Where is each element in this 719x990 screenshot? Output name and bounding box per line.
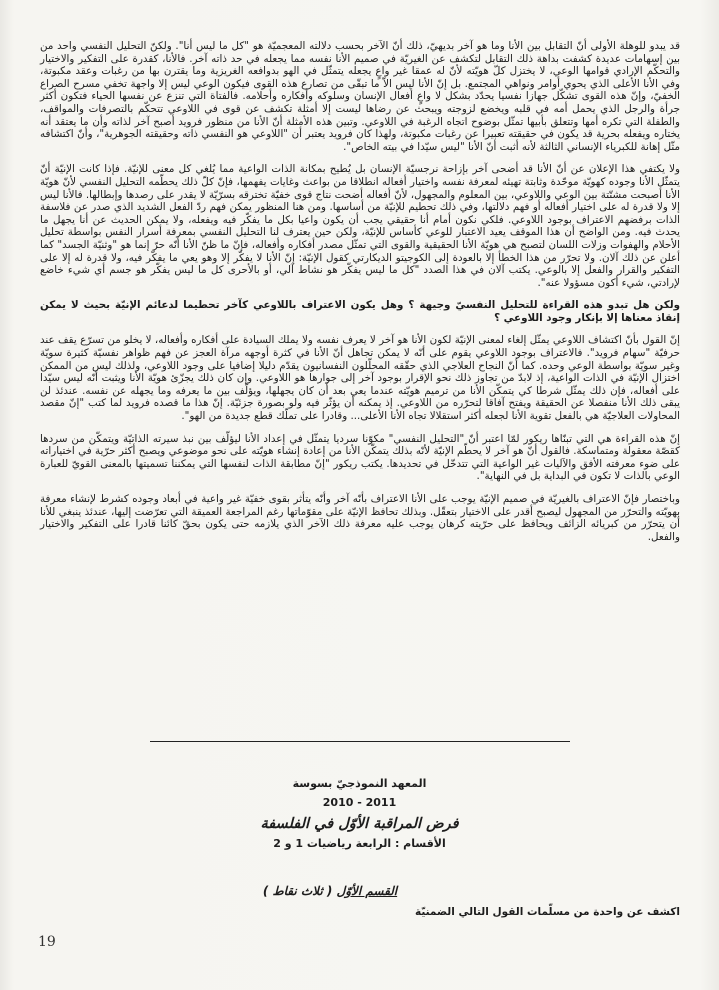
exam-title: فرض المراقبة الأوّل في الفلسفة xyxy=(260,816,459,832)
section-heading xyxy=(230,884,430,898)
page-number: 19 xyxy=(38,934,56,950)
exam-header xyxy=(252,775,467,853)
paragraph-5: إنّ هذه القراءة هي التي تبنّاها ريكور لمّا اعتبر أنّ "التحليل النفسي" مكوّنا سرديا يتمثّل في إعداد الأنا ليؤلّف بين نبذ سيرته الذاتيّة ويتمكّن من سردها كقصّة معقولة ومتماسكة. فالقول أنّ هو آخر لا يحطّم الإنيّة لأنّه بذلك يتمكّن الأنا من إعادة إنشاء هويّته على نحو موضوعي ويصبح أكثر حرّية في اختياراته على ضوء معرفته الأفق والآليات غير الواعية التي تتدخّل في تحديدها. يكتب ريكور "إنّ مطابقة الذات لنفسها التي يمكننا تسميتها بالمعنى القويّ للعبارة الوعي بالذات لا تكون في البداية بل في النهاية". xyxy=(40,432,680,483)
paragraph-question: ولكن هل تبدو هذه القراءة للتحليل النفسيّ وجيهة ؟ وهل يكون الاعتراف باللاوعي كآخر تحطيما لدعائم الإنيّة بحيث لا يمكن إنقاذ معناها إلا بإنكار وجود اللاوعي ؟ xyxy=(40,299,680,324)
section-divider xyxy=(150,741,570,742)
paragraph-4: إنّ القول بأنّ اكتشاف اللاوعي يمثّل إلغاء لمعنى الإنيّة لكون الأنا هو آخر لا يعرف نفسه ولا يملك السيادة على أفكاره وأفعاله، لا يخلو من تسرّع يقف عند حرفيّة "سهام فرويد". فالاعتراف بوجود اللاوعي يقوم على أنّه لا يمكن تجاهل أنّ الأنا في كثرة أوجهه مرآة العجز عن فهم ظواهر نفسيّة كثيرة سويّة وغير سويّة بواسطة الوعي وحده. كما أنّ النجاح العلاجي الذي حقّقه المحلّلون النفسانيون يقدّم دليلا إضافيا على وجود اللاوعي، ولذلك ليس من الممكن اختزال الإنيّة في الذات الواعية، إذ لابدّ من تجاوز ذلك نحو الإقرار بوجود آخر إلى جوارها هو اللاوعي. وإن كان ذلك يجزّئ هويّة الأنا ويثبت أنّه ليس سيّدا على أفعاله، فإن ذلك يمثّل شرطا كي يتمكّن الأنا من ترميم هويّته عندما يعي بعد أن كان يجهلها، ويؤلّف بين ما يعرفه وما يجهله عن نفسه. عندئذ لن يبقى ذلك الأنا منفصلا عن الحقيقة ويفتح آفاقا لتحرّره من اللاوعي. إذ يمكنه أن يؤثّر فيه ولو بصورة جزئيّة. إنّ هذا ما قصده فرويد لما كتب "إنّ مقصد المحاولات العلاجيّة هي بالفعل تقوية الأنا لجعله أكثر استقلالا تجاه الأنا الأعلى... وقادرا على تملّك قطع جديدة من الهو". xyxy=(40,334,680,423)
paragraph-2: ولا يكتفي هذا الإعلان عن أنّ الأنا قد أضحى آخر بإزاحة نرجسيّة الإنسان بل يُطيح بمكانة الذات الواعية مما يُلغي كل معنى للإنيّة. فإذا كانت الإنيّة أنّ يتمثّل الأنا وجوده كهويّة موحّدة وثابتة تهيئه لمعرفة نفسه واختيار أفعاله انطلاقا من بواعث وغايات يفهمها، فإنّ كلّ ذلك يحطّمه التحليل النفسي لأنّ هويّة الأنا أصبحت مشتّتة بين الوعي واللاوعي، بين المعلوم والمجهول، لأنّ أفعاله أضحت نتاج قوى خفيّة تخترقه بسرّيّة لا يقدر على رصدها وإبطالها. فالأنا ليس إلا ولا قدرة له على اختيار أفعاله أو فهم دلالتها، وفي ذلك تحطيم للإنيّة من أساسها. ومن هنا المنظور يمكن فهم ردّ الفعل الشديد الذي صدر عن فلاسفة الذات برفضهم الاعتراف بوجود اللاوعي. فلكي نكون أمام أنا حقيقي يجب أن يكون واعيا بكل ما يفكّر فيه ويفعله، ولا يمكن الحديث عن أنا يجهل ما يحدث فيه. ومن الواضح أن هذا الموقف يعيد الاعتبار للوعي كأساس للإنيّة، ولكن حين يعترف لنا التحليل النفسي بمعرفة أسرار النفس بواسطة تحليل الأحلام والهفوات وزلات اللسان لتصبح هي هويّة الأنا الحقيقية والقوى التي تمثّل مصدر أفكاره وأفعاله، فإنّ ما ظنّ الأنا أنّه حرّ إنما هو "وثنيّة الجسد" كما أعلن عن ذلك آلان. ولا تحرّر من هذا الخطأ إلا بالعودة إلى الكوجيتو الديكارتي كقول الإنيّة: إنّ الأنا لا يفكّر إلا وهو يعي ما يفكّر فيه، ولا قدرة له إلا على التفكير والقرار والفعل إلا بالوعي. يكتب آلان في هذا الصدد "كل ما ليس يفكّر هو نشاط آلي، أو بالأحرى كل ما ليس يفكّر هو جسم أي شيء خاضع لإرادتي، شيء أكون مسؤولا عنه". xyxy=(40,163,680,289)
paragraph-conclusion: وباختصار فإنّ الاعتراف بالغيريّة في صميم الإنيّة يوجب على الأنا الاعتراف بأنّه آخر وأنّه يتأثر بقوى خفيّة غير واعية في أبعاد وجوده كشرط لإنشاء معرفة بهويّته والتحرّر من المجهول ليصبح أقدر على الاختيار بتعقّل. وبذلك تحافظ الإنيّة على مقوّماتها رغم المراجعة العميقة التي تعرّضت إليها، عندئذ ينبغي للأنا أن يتحرّر من كبريائه الزائف ويحافظ على حرّيته كرهان يوجب عليه معرفة ذلك الآخر الذي يلازمه حتى يكون بحقّ كائنا قادرا على التفكير والاختيار والفعل. xyxy=(40,493,680,543)
school-name: المعهد النموذجيّ بسوسة xyxy=(292,777,427,790)
task-instruction: اكشف عن واحدة من مسلّمات القول التالي الضمنيّة xyxy=(414,906,680,918)
section-title: القسم الأوّل xyxy=(336,884,398,898)
school-years: 2010 - 2011 xyxy=(322,796,397,809)
section-points: ( ثلاث نقاط ) xyxy=(262,884,333,898)
essay-text xyxy=(40,40,680,553)
paragraph-1: قد يبدو للوهلة الأولى أنّ التقابل بين الأنا وما هو آخر بديهيّ، ذلك أنّ الآخر بحسب دلالته المعجميّة هو "كل ما ليس أنا". ولكنّ التحليل النفسي واحد من بين إسهامات عديدة كشفت بداهة ذلك التقابل لتكشف عن الغيريّة في صميم الأنا نفسه مما يجعله في حد ذاته آخر. فالأنا، كقدرة على التفكير والاختيار والتحكّم الإرادي قوامها الوعي، لا يختزل كلّ هويّته لأنّ له عمقا غير واعٍ يجعله يتمثّل في الهو بدوافعه الغريزية وما يقترن بها من رغبات وعقد مكبوتة، وفي الأنا الأعلى الذي يحوي أوامر ونواهي المجتمع. بل إنّ الأنا ليس الاّ ما تبقّى من تصارع هذه القوى فيكون الوعي ليس إلا واجهة تخفي مسرح الصراع الخفيّ، وإنّ هذه القوى تشكّل جهازا نفسيا يحدّد بشكل لا واعٍ أفعال الإنسان وسلوكه وأفكاره وأحلامه. فالفتاة التي تنزع عن نفسها الحياء فتكون أكثر جرأة والرجل الذي يحمل أمه في قلبه ويخضع لزوجته ويبحث عن رضاها ليست إلا أمثلة تكشف عن قوى في اللاوعي تتحكّم بالتصرفات والمواقف، والطفلة التي تكره أمها وتتعلق بأبيها تمثّل بوضوح اتجاه الرغبة في اللاوعي. وتبين هذه الأمثلة أنّ الأنا من منظور فرويد أصبح آخر لذاته وأن ما يعتقد أنه يختاره ويفعله بحرية قد يكون في حقيقته تعبيرا عن رغبات مكبوتة، ولهذا كان فرويد يعتبر أن "اللاوعي هو النفسي ذاته وحقيقته الجوهرية"، وأنّ اكتشافه مثّل إهانة للكبرياء الإنساني الثالثة لأنه أثبت أنّ الأنا "ليس سيّدا في بيته الخاص". xyxy=(40,40,680,153)
exam-classes: الأقسام : الرابعة رياضيات 1 و 2 xyxy=(273,837,446,850)
